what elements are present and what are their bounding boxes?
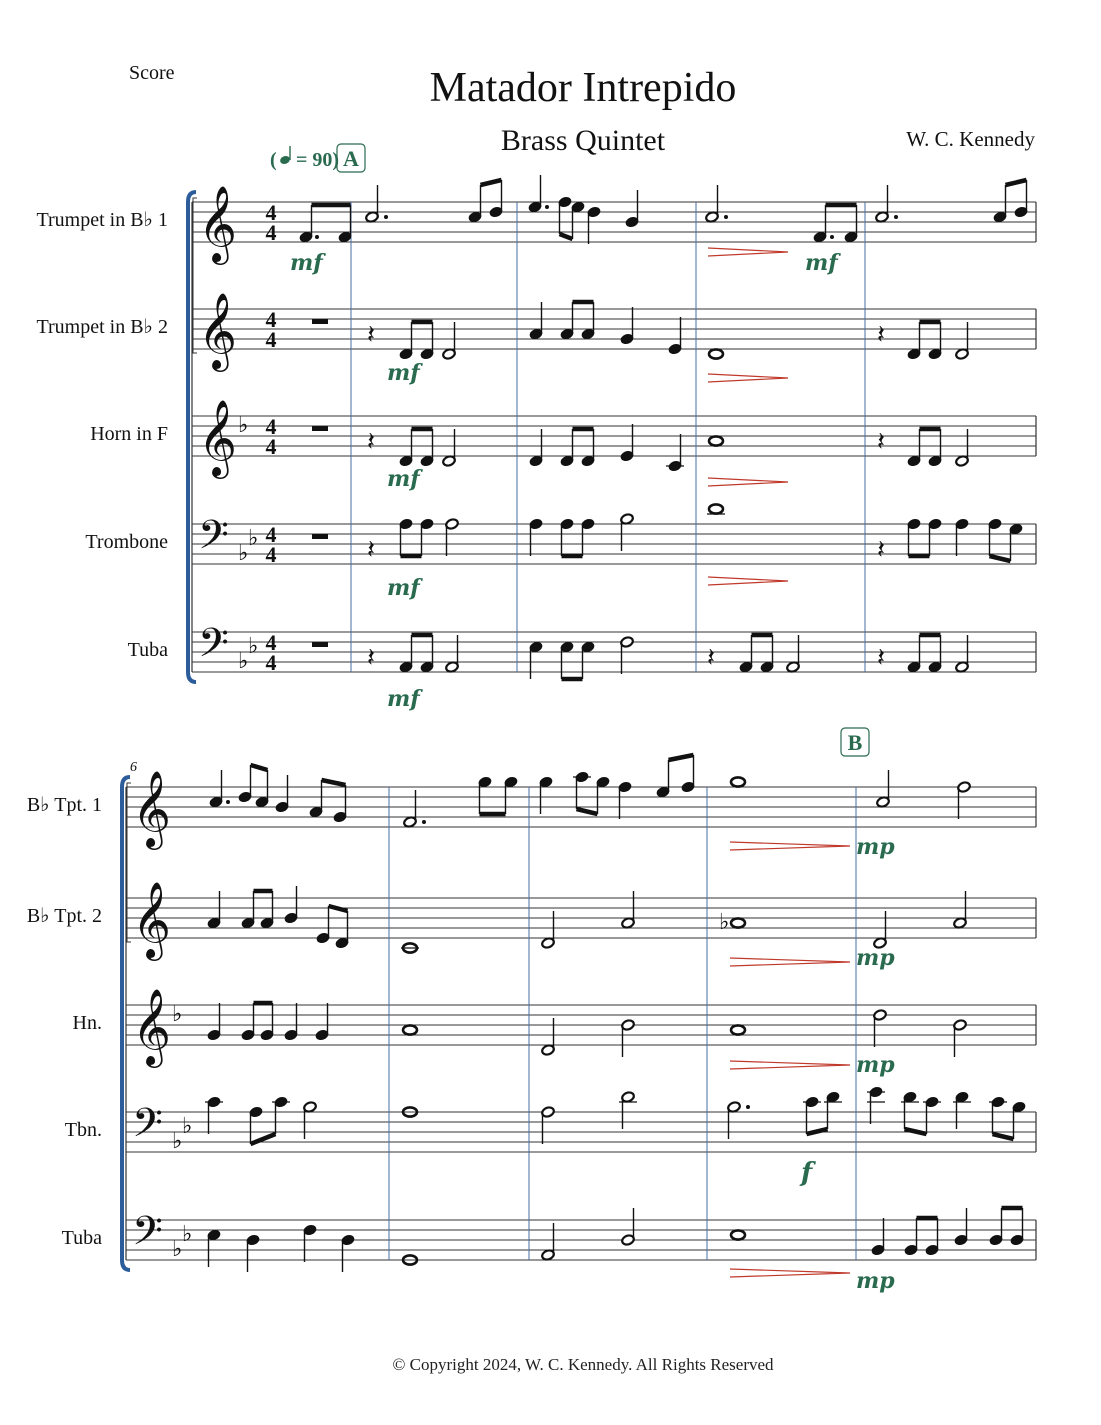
dynamic-f: f [801, 1158, 813, 1188]
decrescendo-hairpin [708, 478, 788, 486]
rehearsal-mark-b: B [847, 730, 863, 755]
quarter-rest: 𝄽 [367, 320, 375, 350]
dynamic-mf: mf [387, 575, 420, 601]
accidental-flat: ♭ [719, 910, 730, 935]
dynamic-mp: mp [856, 1268, 895, 1294]
copyright-footer: © Copyright 2024, W. C. Kennedy. All Rights Reserved [392, 1355, 774, 1374]
instrument-name: Horn in F [90, 423, 168, 445]
tempo-open-paren: ( [270, 149, 277, 171]
whole-note [709, 504, 723, 513]
dot [894, 215, 898, 219]
treble-clef: 𝄞 [198, 399, 238, 476]
whole-note [709, 436, 723, 445]
dynamic-mp: mp [856, 834, 895, 860]
whole-rest [312, 426, 328, 431]
dot [226, 800, 230, 804]
instrument-name: Tuba [61, 1227, 102, 1249]
note-beam [251, 765, 268, 770]
instrument-name: Trumpet in B♭ 2 [36, 316, 168, 338]
whole-note [731, 918, 745, 927]
quarter-rest: 𝄽 [367, 643, 375, 673]
tempo-marking: = 90) [296, 149, 340, 171]
bass-clef: 𝄢 [132, 1208, 163, 1264]
key-flat: ♭ [238, 413, 249, 438]
instrument-name: B♭ Tpt. 1 [26, 794, 102, 816]
subtitle: Brass Quintet [500, 124, 666, 157]
dot [830, 235, 834, 239]
tempo-note-head [279, 155, 291, 166]
whole-rest [312, 642, 328, 647]
treble-clef: 𝄞 [132, 770, 172, 847]
note-beam [481, 180, 502, 185]
treble-clef: 𝄞 [132, 988, 172, 1065]
note-beam [322, 780, 346, 785]
note-beam [905, 1129, 927, 1134]
key-flat: ♭ [182, 1114, 193, 1139]
note-beam [577, 809, 598, 814]
whole-note [731, 777, 745, 786]
note-beam [329, 906, 348, 911]
dot [746, 1105, 750, 1109]
dynamic-mf: mf [290, 250, 323, 276]
treble-clef: 𝄞 [198, 292, 238, 369]
instrument-name: B♭ Tpt. 2 [26, 905, 102, 927]
note-beam [560, 234, 573, 239]
decrescendo-hairpin [708, 577, 788, 585]
decrescendo-hairpin [708, 374, 788, 382]
whole-note [731, 1230, 745, 1239]
dot [384, 215, 388, 219]
bass-clef: 𝄢 [132, 1100, 163, 1156]
quarter-rest: 𝄽 [877, 427, 885, 457]
bass-clef: 𝄢 [198, 620, 229, 676]
decrescendo-hairpin [708, 248, 788, 256]
key-flat: ♭ [248, 526, 259, 551]
instrument-name: Trumpet in B♭ 1 [36, 209, 168, 231]
time-signature-bottom: 4 [265, 220, 277, 245]
whole-rest [312, 319, 328, 324]
whole-note [403, 1025, 417, 1034]
dynamic-mf: mf [805, 250, 838, 276]
note-beam [990, 556, 1011, 561]
dynamic-mf: mf [387, 466, 420, 492]
dot [724, 215, 728, 219]
whole-rest [312, 534, 328, 539]
trumpet-bracket [193, 198, 197, 353]
composer: W. C. Kennedy [906, 127, 1035, 151]
time-signature-top: 4 [265, 200, 277, 225]
dynamic-mf: mf [387, 686, 420, 712]
whole-note [709, 349, 723, 358]
note-beam [669, 755, 694, 760]
decrescendo-hairpin [730, 958, 850, 966]
dynamic-mp: mp [856, 1052, 895, 1078]
time-signature-bottom: 4 [265, 542, 277, 567]
key-flat: ♭ [172, 1129, 183, 1154]
time-signature-top: 4 [265, 414, 277, 439]
quarter-rest: 𝄽 [707, 643, 715, 673]
key-flat: ♭ [248, 634, 259, 659]
quarter-rest: 𝄽 [367, 535, 375, 565]
key-flat: ♭ [238, 649, 249, 674]
quarter-rest: 𝄽 [877, 320, 885, 350]
dot [422, 820, 426, 824]
treble-clef: 𝄞 [132, 881, 172, 958]
time-signature-top: 4 [265, 630, 277, 655]
key-flat: ♭ [172, 1237, 183, 1262]
note-beam [993, 1134, 1014, 1139]
decrescendo-hairpin [730, 842, 850, 850]
dot [315, 235, 319, 239]
quarter-rest: 𝄽 [367, 427, 375, 457]
page-title: Matador Intrepido [429, 65, 737, 111]
note-beam [807, 1129, 828, 1134]
time-signature-bottom: 4 [265, 650, 277, 675]
time-signature-top: 4 [265, 522, 277, 547]
quarter-rest: 𝄽 [877, 535, 885, 565]
dynamic-mp: mp [856, 945, 895, 971]
whole-note [731, 1025, 745, 1034]
time-signature-bottom: 4 [265, 434, 277, 459]
dynamic-mf: mf [387, 360, 420, 386]
time-signature-top: 4 [265, 307, 277, 332]
time-signature-bottom: 4 [265, 327, 277, 352]
instrument-name: Tbn. [64, 1119, 102, 1141]
note-beam [1006, 180, 1027, 185]
treble-clef: 𝄞 [198, 185, 238, 262]
key-flat: ♭ [182, 1222, 193, 1247]
instrument-name: Tuba [127, 639, 168, 661]
instrument-name: Hn. [72, 1012, 102, 1034]
decrescendo-hairpin [730, 1061, 850, 1069]
key-flat: ♭ [238, 541, 249, 566]
decrescendo-hairpin [730, 1269, 850, 1277]
instrument-name: Trombone [85, 531, 168, 553]
bass-clef: 𝄢 [198, 512, 229, 568]
dot [545, 205, 549, 209]
measure-number: 6 [130, 760, 137, 775]
rehearsal-mark-a: A [343, 146, 359, 171]
quarter-rest: 𝄽 [877, 643, 885, 673]
key-flat: ♭ [172, 1002, 183, 1027]
score-label: Score [129, 62, 175, 84]
